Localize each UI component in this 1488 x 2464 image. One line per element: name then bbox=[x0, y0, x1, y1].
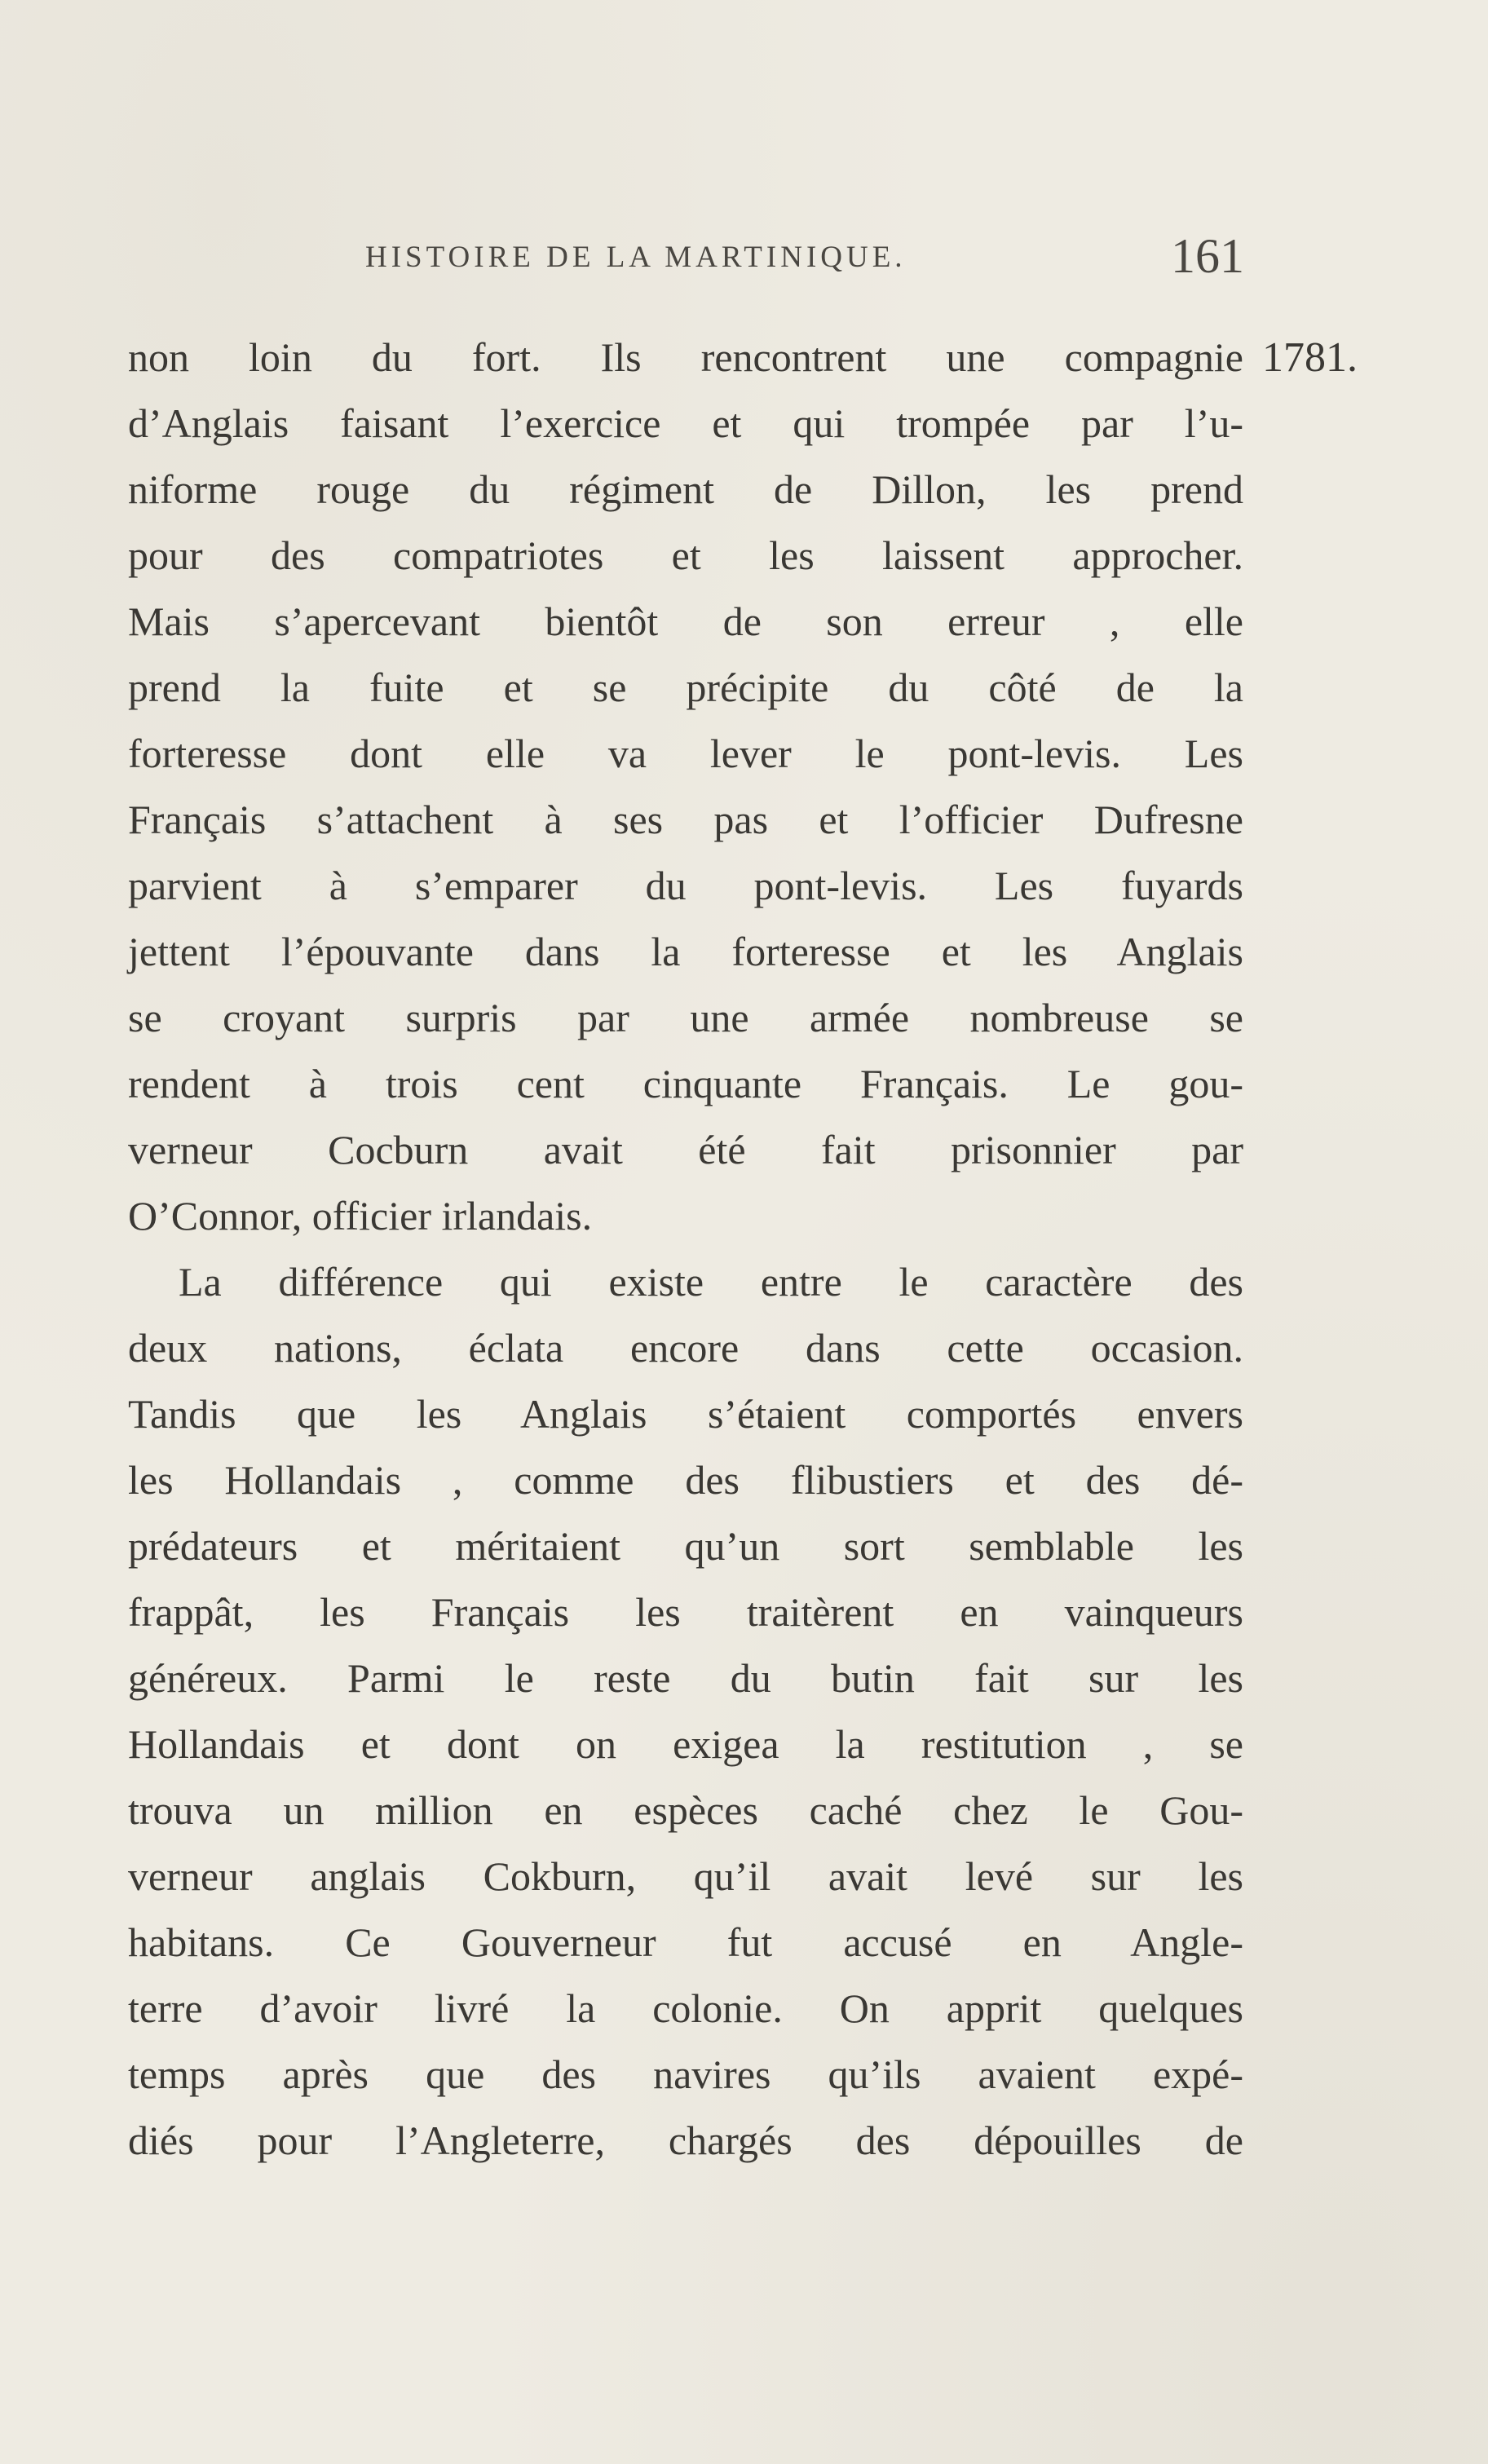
page-header bbox=[365, 228, 1244, 285]
text-line: deux nations, éclata encore dans cette occasion. bbox=[128, 1325, 1243, 1371]
text-line: temps après que des navires qu’ils avaient expé- bbox=[128, 2051, 1243, 2097]
paragraph-end-line: O’Connor, officier irlandais. bbox=[128, 1193, 593, 1239]
running-title: HISTOIRE DE LA MARTINIQUE. bbox=[365, 241, 907, 274]
paragraph-start-line: La différence qui existe entre le caractère des bbox=[179, 1259, 1243, 1305]
text-line: frappât, les Français les traitèrent en vainqueurs bbox=[128, 1589, 1243, 1635]
text-line: pour des compatriotes et les laissent approcher. bbox=[128, 532, 1243, 578]
margin-note-year: 1781. bbox=[1262, 334, 1358, 381]
text-line: Mais s’apercevant bientôt de son erreur , elle bbox=[128, 598, 1243, 644]
text-line: les Hollandais , comme des flibustiers et des dé- bbox=[128, 1457, 1243, 1503]
body-text bbox=[128, 325, 1243, 2174]
text-line: non loin du fort. Ils rencontrent une compagnie bbox=[128, 334, 1243, 380]
text-line: diés pour l’Angleterre, chargés des dépouilles de bbox=[128, 2117, 1243, 2163]
text-line: verneur Cocburn avait été fait prisonnier par bbox=[128, 1127, 1243, 1172]
text-line: parvient à s’emparer du pont-levis. Les fuyards bbox=[128, 863, 1243, 908]
text-line: verneur anglais Cokburn, qu’il avait levé sur les bbox=[128, 1853, 1243, 1899]
text-line: Français s’attachent à ses pas et l’officier Dufresne bbox=[128, 797, 1243, 842]
text-line: Tandis que les Anglais s’étaient comportés envers bbox=[128, 1391, 1243, 1437]
text-line: trouva un million en espèces caché chez le Gou- bbox=[128, 1787, 1243, 1833]
text-line: prend la fuite et se précipite du côté de la bbox=[128, 665, 1243, 710]
text-line: terre d’avoir livré la colonie. On apprit quelques bbox=[128, 1985, 1243, 2031]
text-line: niforme rouge du régiment de Dillon, les prend bbox=[128, 466, 1243, 512]
page-number: 161 bbox=[1171, 229, 1244, 283]
text-line: Hollandais et dont on exigea la restitution , se bbox=[128, 1721, 1243, 1767]
text-line: généreux. Parmi le reste du butin fait sur les bbox=[128, 1655, 1243, 1701]
text-line: se croyant surpris par une armée nombreuse se bbox=[128, 995, 1243, 1040]
text-line: forteresse dont elle va lever le pont-levis. Les bbox=[128, 731, 1243, 776]
text-line: jettent l’épouvante dans la forteresse et les Anglais bbox=[128, 929, 1243, 974]
text-line: habitans. Ce Gouverneur fut accusé en Angle- bbox=[128, 1919, 1243, 1965]
text-line: d’Anglais faisant l’exercice et qui trompée par l’u- bbox=[128, 400, 1243, 446]
text-line: rendent à trois cent cinquante Français. Le gou- bbox=[128, 1061, 1243, 1106]
text-line: prédateurs et méritaient qu’un sort semblable les bbox=[128, 1523, 1243, 1569]
